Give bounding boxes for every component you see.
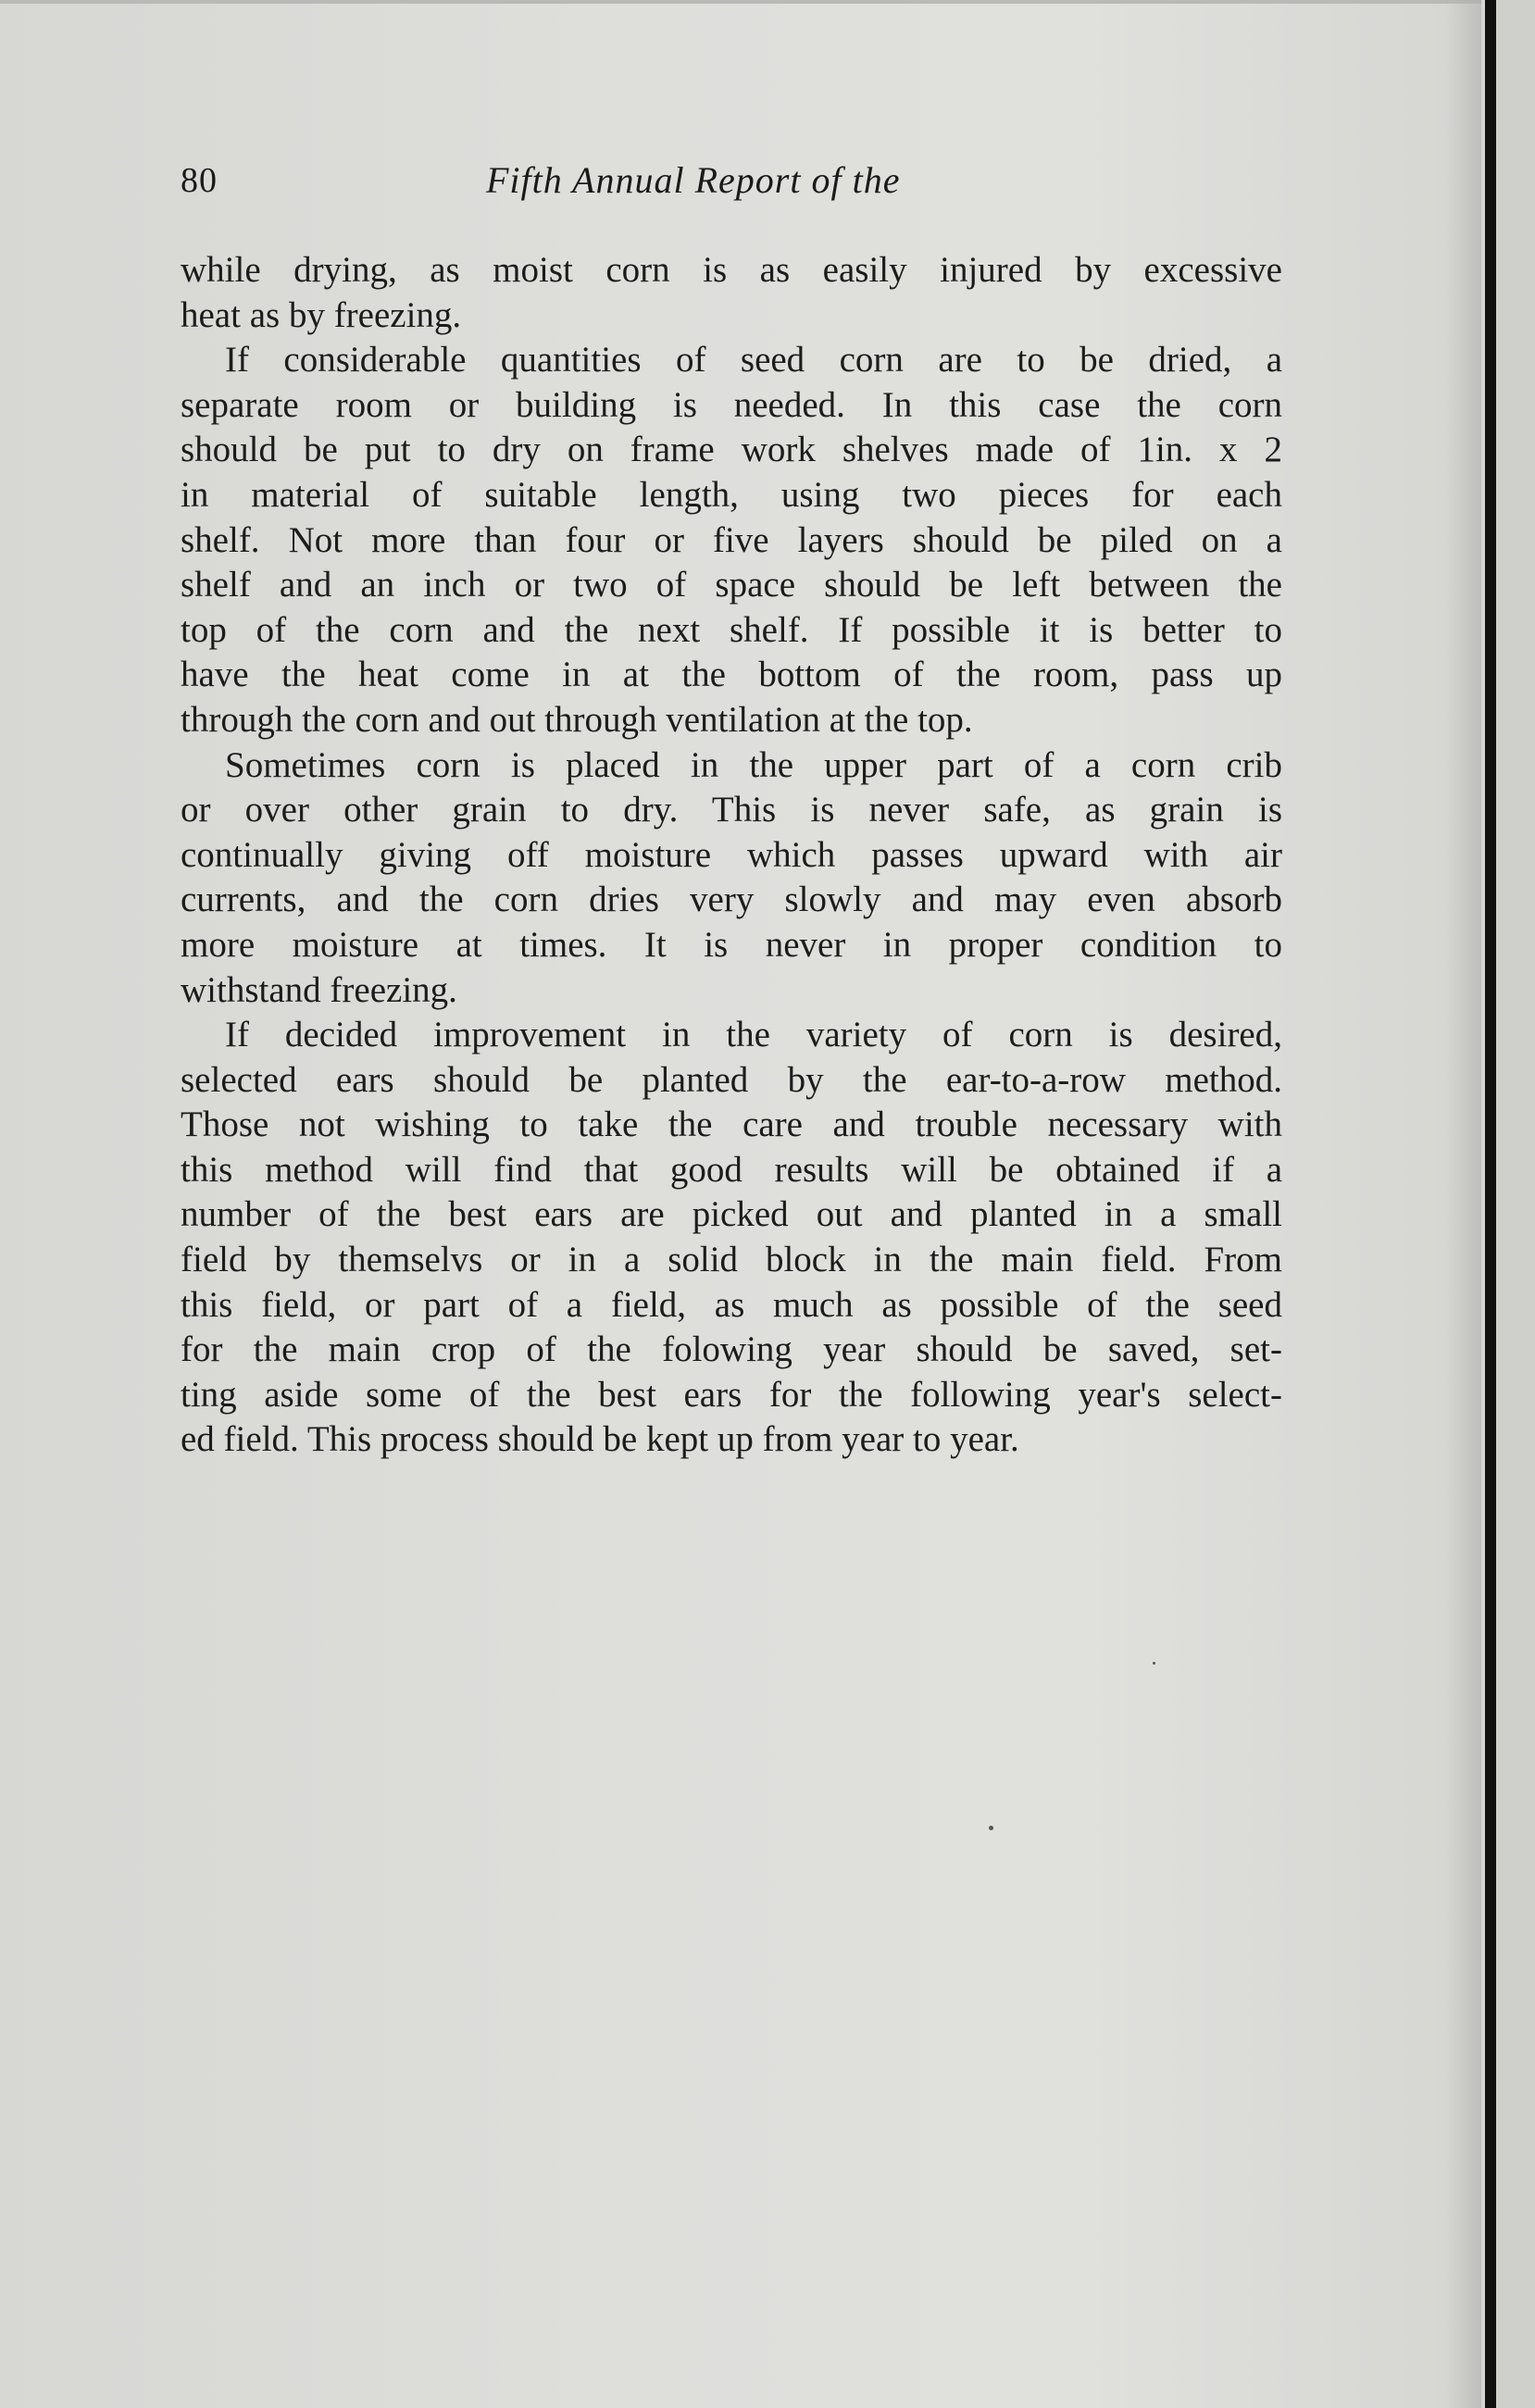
body-text [181,248,1282,1463]
text-line: selected ears should be planted by the ear-to-a-row method. [181,1059,1282,1100]
running-title: Fifth Annual Report of the [486,159,901,201]
text-line: should be put to dry on frame work shelves made of 1in. x 2 [181,430,1282,470]
text-line: more moisture at times. It is never in proper condition to [181,924,1282,965]
text-line: separate room or building is needed. In this case the corn [181,384,1282,425]
paper-speck [1153,1662,1155,1665]
text-line: have the heat come in at the bottom of the room, pass up [181,655,1282,695]
text-line: this method will find that good results will be obtained if a [181,1149,1282,1190]
page-header [181,153,1282,208]
paragraph [181,1013,1282,1463]
text-line: If considerable quantities of seed corn are to be dried, a [225,340,1282,381]
text-line: top of the corn and the next shelf. If possible it is better to [181,609,1282,650]
text-line: Sometimes corn is placed in the upper part of a corn crib [225,744,1282,785]
page-number: 80 [181,161,218,200]
text-line: withstand freezing. [181,969,457,1010]
binding-edge [1485,0,1496,2408]
text-line: ting aside some of the best ears for the following year's select- [181,1374,1282,1415]
text-line: heat as by freezing. [181,294,462,335]
text-line: currents, and the corn dries very slowly and may even absorb [181,880,1282,920]
text-line: in material of suitable length, using two pieces for each [181,474,1282,515]
text-line: while drying, as moist corn is as easily injured by excessive [181,250,1282,290]
spine-shadow [1444,0,1481,2408]
text-line: or over other grain to dry. This is never safe, as grain is [181,790,1282,830]
paragraph [181,338,1282,742]
text-line: shelf. Not more than four or five layers should be piled on a [181,519,1282,560]
text-line: ed field. This process should be kept up from year to year. [181,1419,1019,1460]
text-line: If decided improvement in the variety of corn is desired, [225,1015,1282,1055]
text-line: through the corn and out through ventilation at the top. [181,699,973,740]
text-line: number of the best ears are picked out and planted in a small [181,1194,1282,1235]
paper-speck [989,1826,993,1830]
binding-margin [1496,0,1535,2408]
text-line: field by themselvs or in a solid block in the main field. From [181,1240,1282,1280]
text-line: for the main crop of the folowing year should be saved, set- [181,1329,1282,1370]
paragraph [181,248,1282,338]
text-line: continually giving off moisture which passes upward with air [181,834,1282,875]
text-line: shelf and an inch or two of space should be left between the [181,565,1282,605]
text-line: this field, or part of a field, as much as possible of the seed [181,1284,1282,1325]
paragraph [181,743,1282,1014]
text-line: Those not wishing to take the care and trouble necessary with [181,1104,1282,1145]
page-top-edge [0,0,1481,4]
